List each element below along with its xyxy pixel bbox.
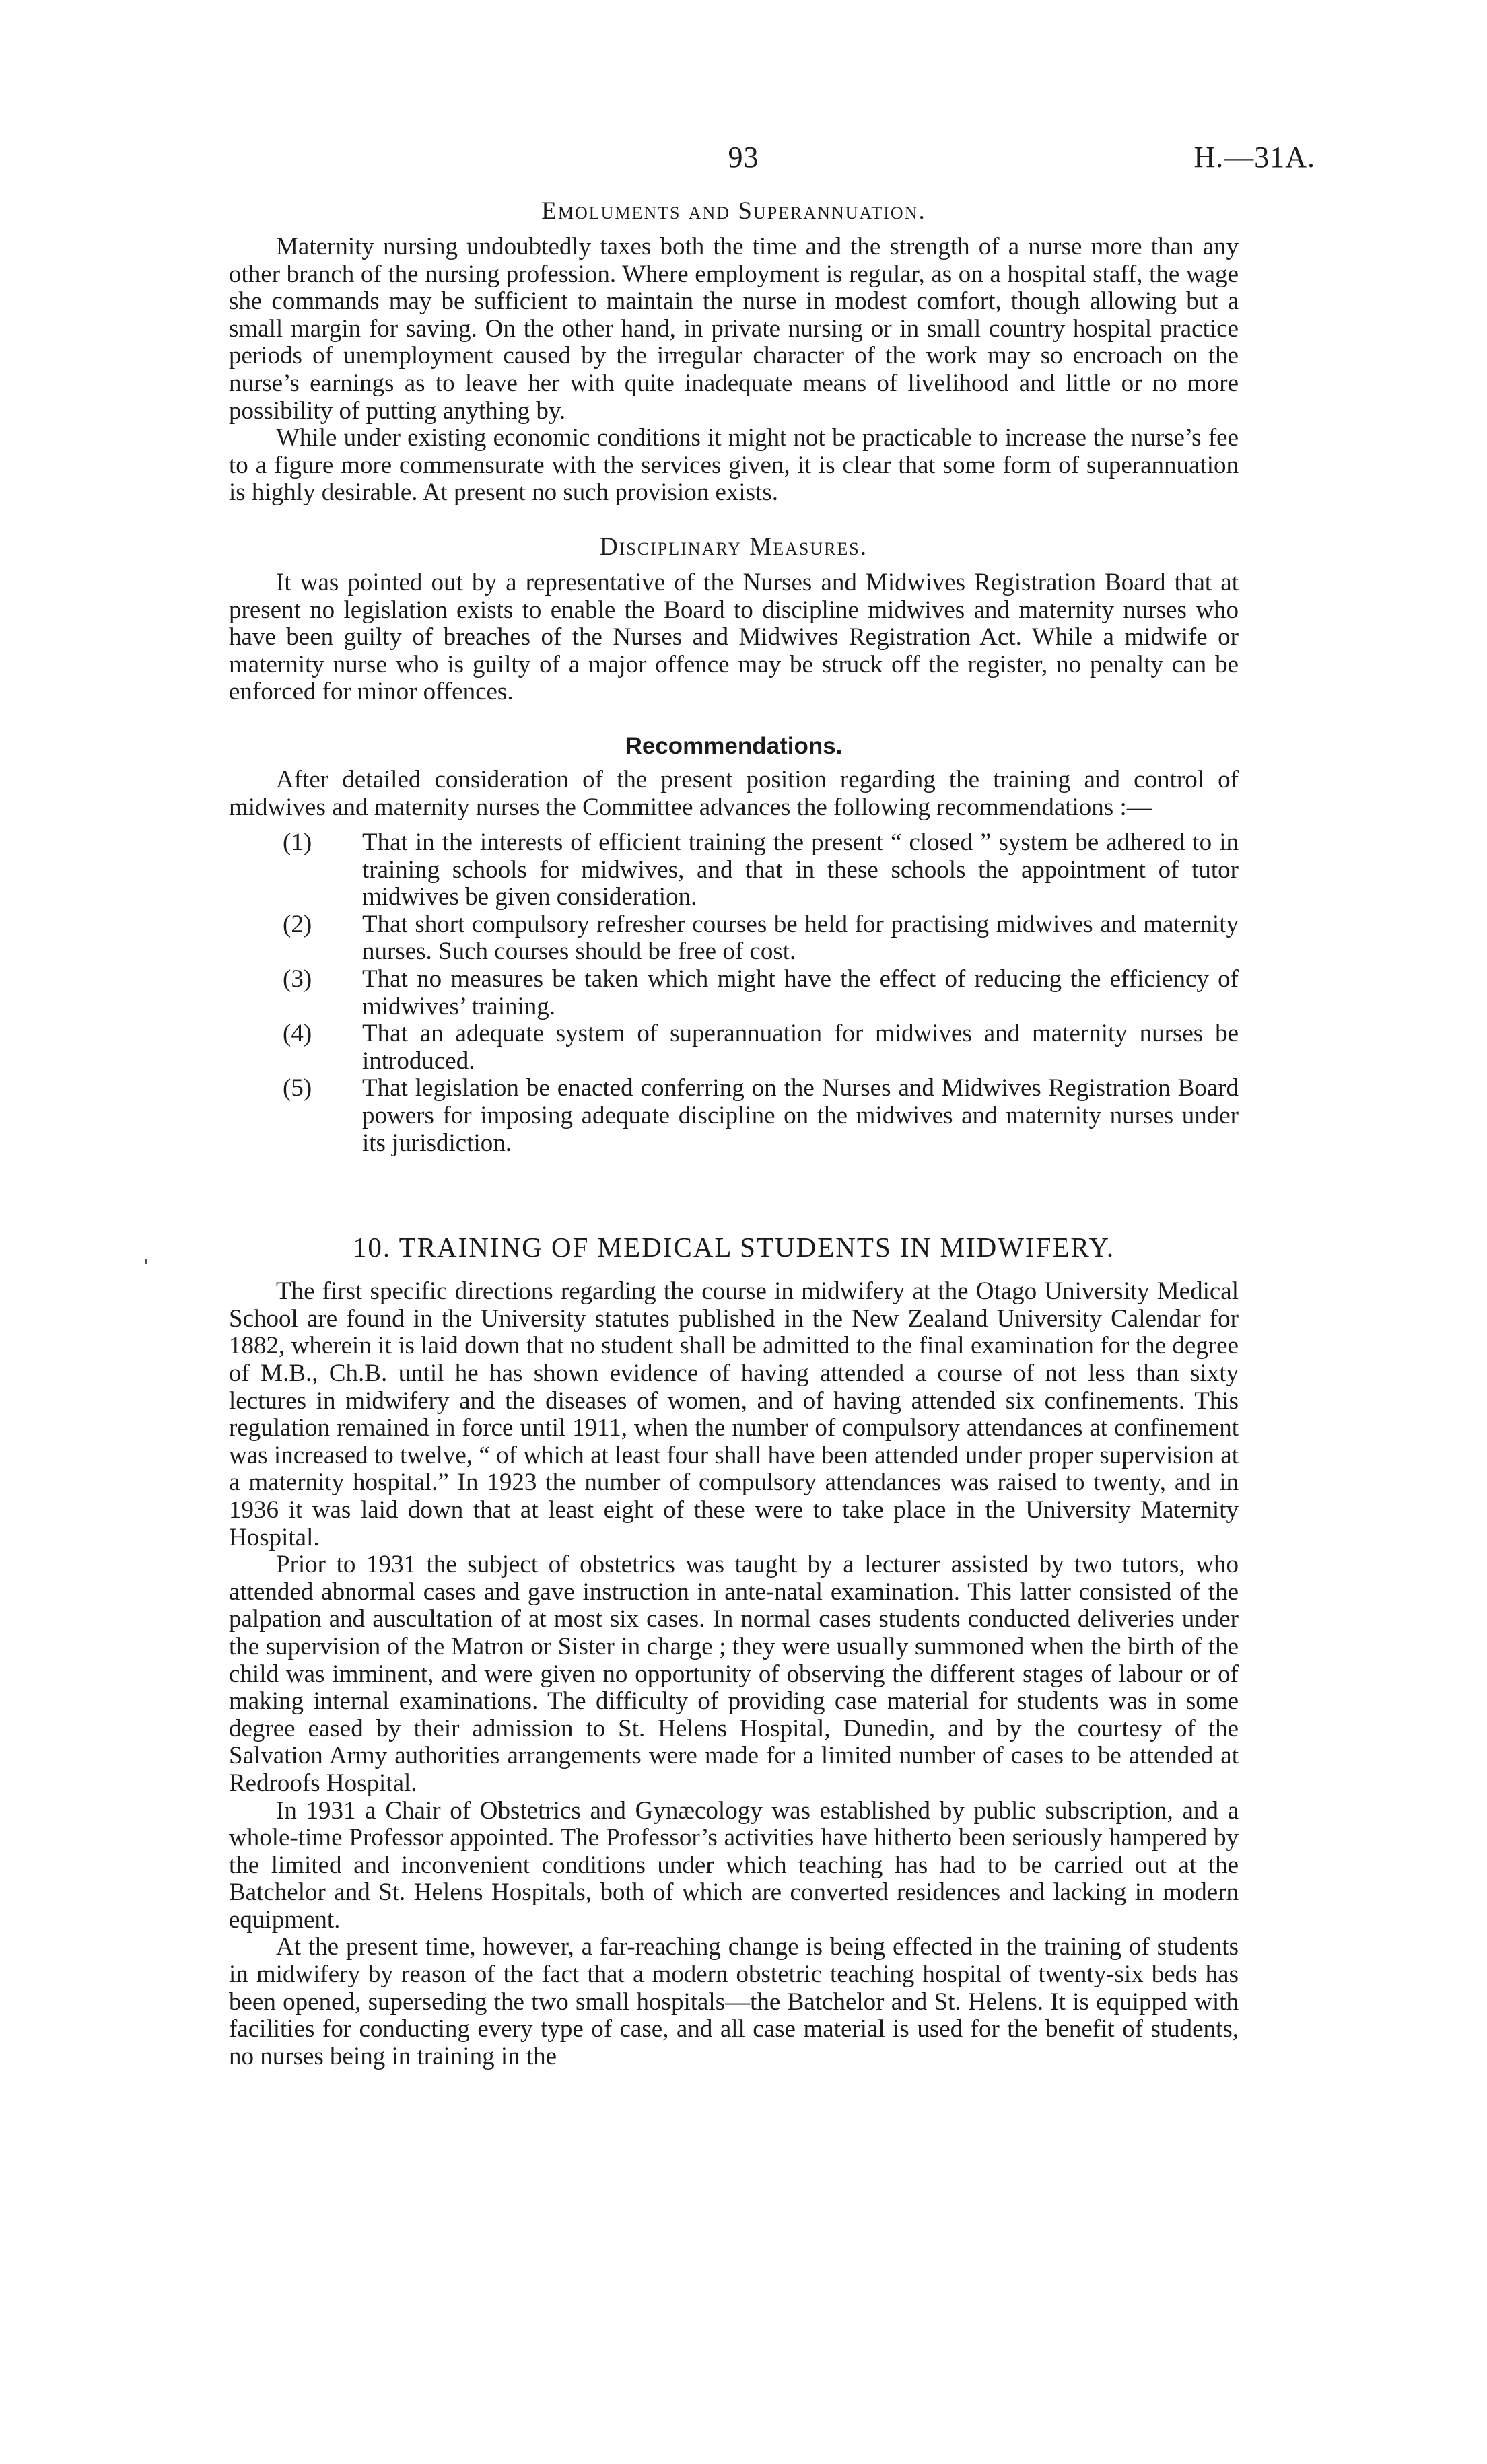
- recommendation-number: (4): [283, 1020, 312, 1048]
- page-number: 93: [728, 141, 759, 174]
- recommendation-text: That legislation be enacted conferring on the Nurses and Midwives Registration Board powers for imposing adequate discipline on the midwives and maternity nurses under its jurisdiction.: [362, 1074, 1239, 1157]
- recommendations-list: [229, 829, 1239, 1157]
- emoluments-paragraph-1: Maternity nursing undoubtedly taxes both the time and the strength of a nurse more than any other branch of the nursing profession. Where employment is regular, as on a hospital staff, the wage she commands may be sufficient to maintain the nurse in modest comfort, though allowing but a small margin for saving. On the other hand, in private nursing or in small country hospital practice periods of unemployment caused by the irregular character of the work may so encroach on the nurse’s earnings as to leave her with quite inadequate means of livelihood and little or no more possibility of putting anything by.: [229, 233, 1239, 425]
- document-body: [229, 197, 1239, 2070]
- recommendations-intro: After detailed consideration of the present position regarding the training and control of midwives and maternity nurses the Committee advances the following recommendations :—: [229, 765, 1239, 821]
- document-reference: H.—31A.: [1194, 141, 1315, 174]
- recommendation-item: [229, 966, 1239, 1020]
- emoluments-heading: Emoluments and Superannuation.: [541, 197, 926, 225]
- disciplinary-heading: Disciplinary Measures.: [599, 532, 868, 561]
- emoluments-paragraph-2: While under existing economic conditions it might not be practicable to increase the nurse’s fee to a figure more commensurate with the services given, it is clear that some form of superannuation is highly desirable. At present no such provision exists.: [229, 424, 1239, 507]
- recommendation-item: [229, 1075, 1239, 1157]
- recommendation-number: (3): [283, 965, 312, 993]
- section-10-paragraph-3: In 1931 a Chair of Obstetrics and Gynæcology was established by public subscription, and a whole-time Professor appointed. The Professor’s activities have hitherto been seriously hampered by the limited and inconvenient conditions under which teaching has had to be carried out at the Batchelor and St. Helens Hospitals, both of which are converted residences and lacking in modern equipment.: [229, 1796, 1239, 1934]
- recommendation-item: [229, 1020, 1239, 1075]
- recommendation-number: (1): [283, 829, 312, 857]
- recommendation-number: (2): [283, 910, 312, 938]
- margin-mark: [145, 1259, 147, 1264]
- recommendation-text: That in the interests of efficient training the present “ closed ” system be adhered to in training schools for midwives, and that in these schools the appointment of tutor midwives be given consideration.: [362, 829, 1239, 911]
- section-10-paragraph-2: Prior to 1931 the subject of obstetrics was taught by a lecturer assisted by two tutors, who attended abnormal cases and gave instruction in ante-natal examination. This latter consisted of the palpation and auscultation of at most six cases. In normal cases students conducted deliveries under the supervision of the Matron or Sister in charge ; they were usually summoned when the birth of the child was imminent, and were given no opportunity of observing the different stages of labour or of making internal examinations. The difficulty of providing case material for students was in some degree eased by their admission to St. Helens Hospital, Dunedin, and by the courtesy of the Salvation Army authorities arrangements were made for a limited number of cases to be attended at Redroofs Hospital.: [229, 1551, 1239, 1797]
- section-10-paragraph-4: At the present time, however, a far-reaching change is being effected in the training of students in midwifery by reason of the fact that a modern obstetric teaching hospital of twenty-six beds has been opened, superseding the two small hospitals—the Batchelor and St. Helens. It is equipped with facilities for conducting every type of case, and all case material is used for the benefit of students, no nurses being in training in the: [229, 1933, 1239, 2070]
- recommendation-item: [229, 829, 1239, 911]
- recommendation-number: (5): [283, 1074, 312, 1102]
- recommendation-text: That no measures be taken which might have the effect of reducing the efficiency of midwives’ training.: [362, 965, 1239, 1020]
- recommendation-text: That short compulsory refresher courses be held for practising midwives and maternity nurses. Such courses should be free of cost.: [362, 910, 1239, 966]
- section-10-paragraph-1: The first specific directions regarding the course in midwifery at the Otago University Medical School are found in the University statutes published in the New Zealand University Calendar for 1882, wherein it is laid down that no student shall be admitted to the final examination for the degree of M.B., Ch.B. until he has shown evidence of having attended a course of not less than sixty lectures in midwifery and the diseases of women, and of having attended six confinements. This regulation remained in force until 1911, when the number of compulsory attendances at confinement was increased to twelve, “ of which at least four shall have been attended under proper supervision at a maternity hospital.” In 1923 the number of compulsory attendances was raised to twenty, and in 1936 it was laid down that at least eight of these were to take place in the University Maternity Hospital.: [229, 1277, 1239, 1551]
- recommendations-heading: Recommendations.: [625, 732, 843, 759]
- section-10-heading: 10. TRAINING OF MEDICAL STUDENTS IN MIDWIFERY.: [352, 1232, 1115, 1263]
- recommendation-item: [229, 911, 1239, 966]
- disciplinary-paragraph: It was pointed out by a representative of the Nurses and Midwives Registration Board that at present no legislation exists to enable the Board to discipline midwives and maternity nurses who have been guilty of breaches of the Nurses and Midwives Registration Act. While a midwife or maternity nurse who is guilty of a major offence may be struck off the register, no penalty can be enforced for minor offences.: [229, 568, 1239, 706]
- recommendation-text: That an adequate system of superannuation for midwives and maternity nurses be introduced.: [362, 1020, 1239, 1075]
